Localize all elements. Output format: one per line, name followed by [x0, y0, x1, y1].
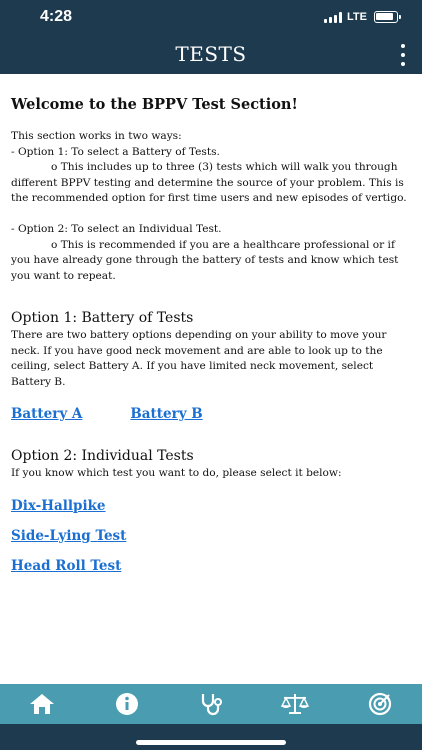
battery-b-link[interactable]: Battery B: [130, 406, 203, 422]
main-content: [11, 96, 411, 574]
network-label: LTE: [347, 11, 367, 23]
dix-hallpike-link[interactable]: Dix-Hallpike: [11, 497, 106, 514]
head-roll-test-link[interactable]: Head Roll Test: [11, 557, 122, 574]
battery-section-heading: Option 1: Battery of Tests: [11, 310, 194, 326]
nav-bar: [0, 36, 422, 74]
scales-icon: [280, 692, 310, 716]
tab-legal[interactable]: [275, 686, 315, 722]
battery-a-link[interactable]: Battery A: [11, 406, 83, 422]
option2-description: o This is recommended if you are a healthcare professional or if you have already gone through the battery of tests and know which test you want to repeat.: [11, 238, 399, 282]
intro-line: This section works in two ways:: [11, 130, 182, 142]
option1-line: - Option 1: To select a Battery of Tests.: [11, 145, 220, 158]
side-lying-test-link[interactable]: Side-Lying Test: [11, 527, 127, 544]
option2-line: - Option 2: To select an Individual Test.: [11, 223, 222, 235]
home-icon: [28, 692, 56, 716]
status-indicators: [324, 11, 398, 23]
tab-info[interactable]: [107, 686, 147, 722]
tab-home[interactable]: [22, 686, 62, 722]
welcome-heading: Welcome to the BPPV Test Section!: [11, 96, 298, 113]
battery-section-description: There are two battery options depending on your ability to move your neck. If you have good neck movement and are able to look up to the ceiling, select Battery A. If you have limited neck movement, select Battery B.: [11, 329, 387, 388]
individual-section-heading: Option 2: Individual Tests: [11, 448, 194, 464]
tab-bar: [0, 684, 422, 724]
signal-icon: [324, 12, 342, 23]
page-title: TESTS: [175, 42, 247, 66]
individual-section-description: If you know which test you want to do, please select it below:: [11, 467, 342, 479]
stethoscope-icon: [198, 691, 224, 717]
option1-description: o This includes up to three (3) tests which will walk you through different BPPV testing and determine the source of your problem. This is the recommended option for first time users and new episodes of vertigo.: [11, 161, 407, 204]
tab-target[interactable]: [360, 686, 400, 722]
status-time: 4:28: [40, 8, 73, 25]
info-icon: [115, 692, 139, 716]
home-indicator[interactable]: [136, 740, 286, 745]
battery-icon: [374, 11, 398, 23]
target-icon: [367, 691, 393, 717]
tab-clinical[interactable]: [191, 686, 231, 722]
kebab-menu-icon[interactable]: [398, 44, 408, 66]
home-indicator-area: [0, 724, 422, 750]
battery-links: [11, 406, 411, 422]
status-bar: [0, 0, 422, 36]
